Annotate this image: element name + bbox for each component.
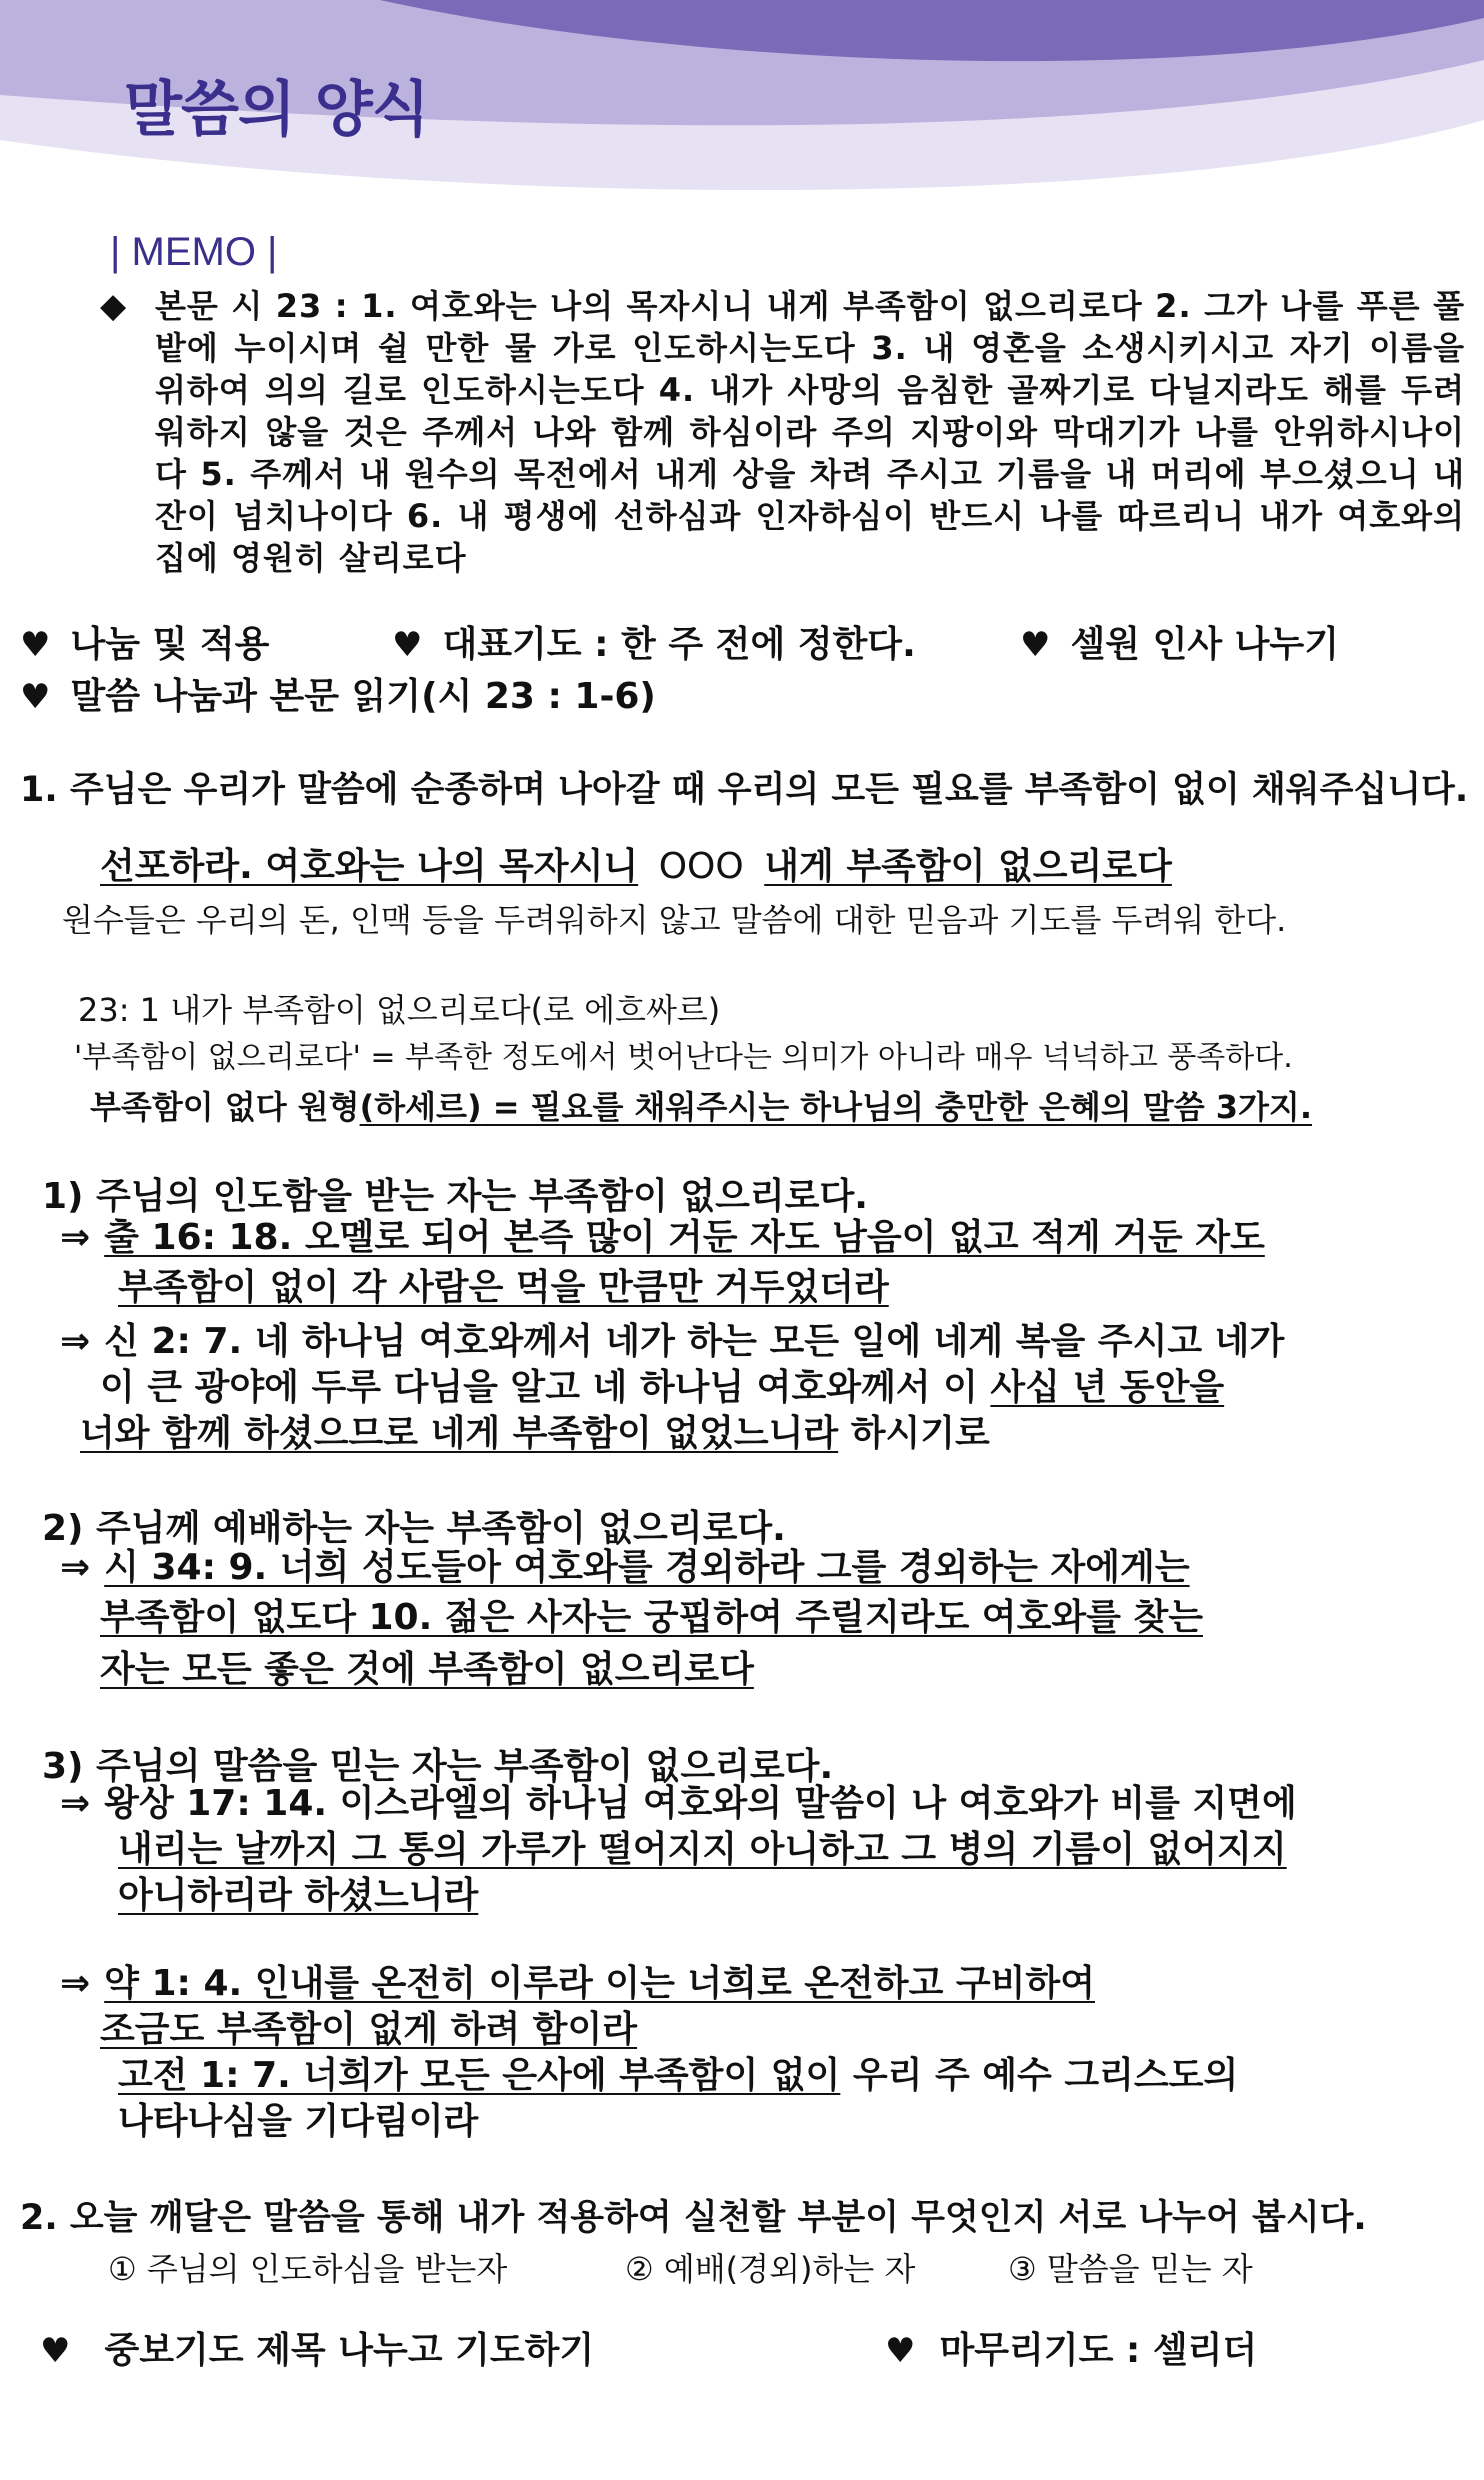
order-item-prayer: ♥ 대표기도 : 한 주 전에 정한다. (392, 624, 916, 665)
point-3-ref-3-cont: 나타나심을 기다림이라 (118, 2101, 479, 2142)
heart-icon: ♥ (20, 677, 51, 717)
point-3-ref-2: ⇒ 약 1: 4. 인내를 온전히 이루라 이는 너희로 온전하고 구비하여 (60, 1963, 1095, 2004)
memo-tag: | MEMO | (110, 230, 278, 274)
point-1-ref-2: ⇒ 신 2: 7. 네 하나님 여호와께서 네가 하는 모든 일에 네게 복을 주시고 네가 (60, 1321, 1285, 1362)
arrow-icon: ⇒ (60, 1783, 91, 1824)
question-2-title: 2. 오늘 깨달은 말씀을 통해 내가 적용하여 실천할 부분이 무엇인지 서로 나누어 봅시다. (20, 2198, 1367, 2238)
meaning-note: '부족함이 없으리로다' = 부족한 정도에서 벗어난다는 의미가 아니라 매우 넉넉하고 풍족하다. (74, 1040, 1293, 1075)
heart-icon: ♥ (392, 625, 423, 665)
point-3-ref-2-cont: 조금도 부족함이 없게 하려 함이라 (100, 2009, 637, 2050)
declaration: 선포하라. 여호와는 나의 목자시니 OOO 내게 부족함이 없으리로다 (100, 846, 1172, 887)
heart-icon: ♥ (1020, 625, 1051, 665)
order-item-greeting: ♥ 셀원 인사 나누기 (1020, 624, 1339, 665)
arrow-icon: ⇒ (60, 1321, 91, 1362)
option-believe: ③ 말씀을 믿는 자 (1008, 2250, 1253, 2288)
point-2-title: 2) 주님께 예배하는 자는 부족함이 없으리로다. (42, 1508, 786, 1549)
point-1-ref-2-cont2: 너와 함께 하셨으므로 네게 부족함이 없었느니라 하시기로 (80, 1413, 990, 1454)
point-3-ref-1-cont: 내리는 날까지 그 통의 가루가 떨어지지 아니하고 그 병의 기름이 없어지지 (118, 1829, 1287, 1870)
heart-icon: ♥ (885, 2331, 916, 2371)
point-3-ref-1: ⇒ 왕상 17: 14. 이스라엘의 하나님 여호와의 말씀이 나 여호와가 비를 지면에 (60, 1783, 1297, 1824)
declaration-description: 원수들은 우리의 돈, 인맥 등을 두려워하지 않고 말씀에 대한 믿음과 기도를 두려워 한다. (62, 901, 1287, 939)
point-3-ref-1-cont2: 아니하리라 하셨느니라 (118, 1875, 479, 1916)
order-item-sharing: ♥ 나눔 및 적용 (20, 624, 270, 665)
point-3-ref-3: 고전 1: 7. 너희가 모든 은사에 부족함이 없이 우리 주 예수 그리스도의 (118, 2055, 1239, 2096)
point-2-ref-1-cont: 부족함이 없도다 10. 젊은 사자는 궁핍하여 주릴지라도 여호와를 찾는 (100, 1597, 1203, 1638)
memo-scripture-text: 본문 시 23 : 1. 여호와는 나의 목자시니 내게 부족함이 없으리로다 2. 그가 나를 푸른 풀밭에 누이시며 쉴 만한 물 가로 인도하시는도다 3. 내 영혼을 소생시키시고 자기 이름을 위하여 의의 길로 인도하시는도다 4. 내가 사망의 음침한 골짜기로 다닐지라도 해를 두려워하지 않을 것은 주께서 나와 함께 하심이라 주의 지팡이와 막대기가 나를 안위하시나이다 5. 주께서 내 원수의 목전에서 내게 상을 차려 주시고 기름을 내 머리에 부으셨으니 내 잔이 넘치나이다 6. 내 평생에 선하심과 인자하심이 반드시 나를 따르리니 내가 여호와의 집에 영원히 살리로다 (155, 287, 1465, 577)
footer-closing-prayer: ♥ 마무리기도 : 셀리더 (885, 2330, 1258, 2371)
heart-icon: ♥ (20, 625, 51, 665)
arrow-icon: ⇒ (60, 1217, 91, 1258)
point-1-ref-1-cont: 부족함이 없이 각 사람은 먹을 만큼만 거두었더라 (118, 1267, 889, 1308)
order-item-reading: ♥ 말씀 나눔과 본문 읽기(시 23 : 1-6) (20, 676, 656, 717)
diamond-bullet-icon: ◆ (100, 286, 127, 326)
root-note: 부족함이 없다 원형(하세르) = 필요를 채워주시는 하나님의 충만한 은혜의 말씀 3가지. (90, 1088, 1313, 1126)
heart-icon: ♥ (40, 2331, 71, 2371)
arrow-icon: ⇒ (60, 1547, 91, 1588)
arrow-icon: ⇒ (60, 1963, 91, 2004)
question-1-title: 1. 주님은 우리가 말씀에 순종하며 나아갈 때 우리의 모든 필요를 부족함이 없이 채워주십니다. (20, 770, 1469, 810)
point-3-title: 3) 주님의 말씀을 믿는 자는 부족함이 없으리로다. (42, 1746, 834, 1787)
point-2-ref-1: ⇒ 시 34: 9. 너희 성도들아 여호와를 경외하라 그를 경외하는 자에게는 (60, 1547, 1190, 1588)
option-guidance: ① 주님의 인도하심을 받는자 (108, 2250, 508, 2288)
point-2-ref-1-cont2: 자는 모든 좋은 것에 부족함이 없으리로다 (100, 1649, 754, 1690)
point-1-ref-2-cont: 이 큰 광야에 두루 다님을 알고 네 하나님 여호와께서 이 사십 년 동안을 (100, 1367, 1225, 1408)
option-worship: ② 예배(경외)하는 자 (625, 2250, 916, 2288)
page-title: 말씀의 양식 (124, 75, 429, 145)
footer-intercession: ♥ 중보기도 제목 나누고 기도하기 (40, 2330, 595, 2371)
hebrew-note: 23: 1 내가 부족함이 없으리로다(로 에흐싸르) (78, 991, 721, 1029)
point-1-title: 1) 주님의 인도함을 받는 자는 부족함이 없으리로다. (42, 1176, 868, 1217)
point-1-ref-1: ⇒ 출 16: 18. 오멜로 되어 본즉 많이 거둔 자도 남음이 없고 적게 거둔 자도 (60, 1217, 1265, 1258)
